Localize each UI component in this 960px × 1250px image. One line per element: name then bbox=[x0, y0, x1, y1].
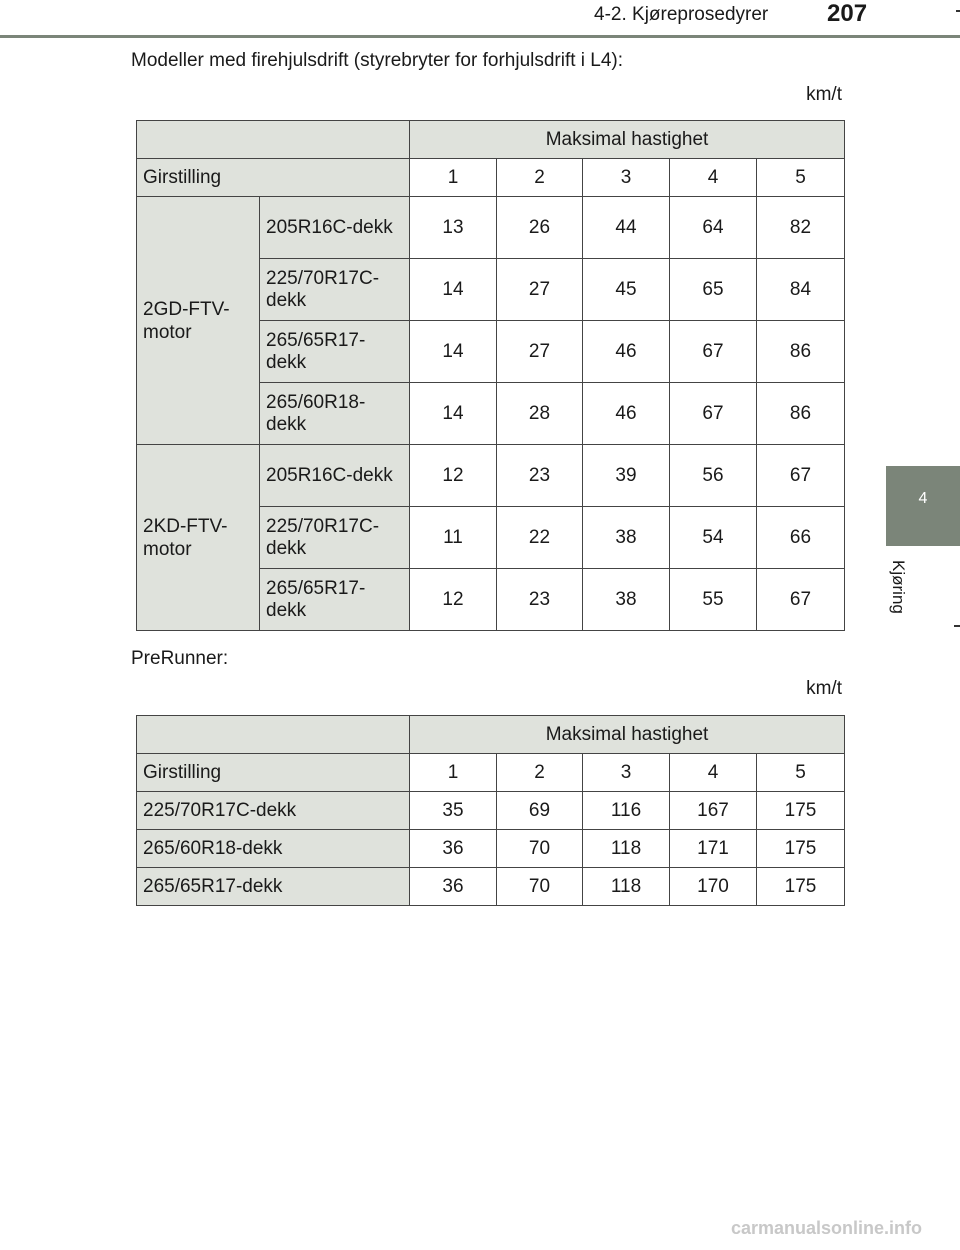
speed-cell: 27 bbox=[497, 321, 583, 383]
table-row bbox=[137, 868, 845, 906]
speed-cell: 66 bbox=[757, 507, 845, 569]
tire-label: 265/65R17-dekk bbox=[137, 868, 410, 906]
speed-cell: 67 bbox=[757, 445, 845, 507]
speed-cell: 70 bbox=[497, 868, 583, 906]
speed-cell: 26 bbox=[497, 197, 583, 259]
speed-cell: 70 bbox=[497, 830, 583, 868]
chapter-tab bbox=[886, 466, 960, 546]
speed-cell: 56 bbox=[670, 445, 757, 507]
speed-cell: 118 bbox=[583, 830, 670, 868]
gear-header: 5 bbox=[757, 754, 845, 792]
tire-label: 265/65R17-dekk bbox=[260, 321, 410, 383]
speed-cell: 84 bbox=[757, 259, 845, 321]
speed-cell: 69 bbox=[497, 792, 583, 830]
speed-cell: 12 bbox=[410, 445, 497, 507]
gear-header: 3 bbox=[583, 754, 670, 792]
speed-cell: 167 bbox=[670, 792, 757, 830]
speed-cell: 170 bbox=[670, 868, 757, 906]
column-group-header: Maksimal hastighet bbox=[410, 121, 845, 159]
speed-cell: 67 bbox=[670, 383, 757, 445]
tire-label: 225/70R17C-dekk bbox=[137, 792, 410, 830]
gear-header: 2 bbox=[497, 159, 583, 197]
watermark[interactable]: carmanualsonline.info bbox=[731, 1218, 923, 1238]
gear-header: 4 bbox=[670, 754, 757, 792]
table-header-row bbox=[137, 121, 845, 159]
tire-label: 265/65R17-dekk bbox=[260, 569, 410, 631]
speed-cell: 175 bbox=[757, 868, 845, 906]
tire-label: 205R16C-dekk bbox=[260, 197, 410, 259]
section-title: 4-2. Kjøreprosedyrer bbox=[594, 4, 769, 25]
speed-cell: 35 bbox=[410, 792, 497, 830]
speed-cell: 38 bbox=[583, 507, 670, 569]
prerunner-caption: PreRunner: bbox=[131, 648, 229, 669]
speed-cell: 23 bbox=[497, 445, 583, 507]
speed-cell: 65 bbox=[670, 259, 757, 321]
gear-header: 4 bbox=[670, 159, 757, 197]
table-row bbox=[137, 830, 845, 868]
speed-cell: 86 bbox=[757, 321, 845, 383]
speed-cell: 28 bbox=[497, 383, 583, 445]
gear-label: Girstilling bbox=[137, 754, 410, 792]
speed-table-prerunner bbox=[136, 715, 845, 906]
chapter-number: 4 bbox=[918, 490, 928, 507]
chapter-label: Kjøring bbox=[889, 560, 908, 614]
speed-cell: 38 bbox=[583, 569, 670, 631]
page-number: 207 bbox=[827, 0, 868, 27]
tire-label: 265/60R18-dekk bbox=[260, 383, 410, 445]
speed-table-4wd bbox=[136, 120, 845, 631]
speed-cell: 27 bbox=[497, 259, 583, 321]
speed-cell: 14 bbox=[410, 383, 497, 445]
speed-cell: 14 bbox=[410, 321, 497, 383]
speed-cell: 175 bbox=[757, 792, 845, 830]
tire-label: 265/60R18-dekk bbox=[137, 830, 410, 868]
table-row bbox=[137, 197, 845, 259]
gear-header: 1 bbox=[410, 159, 497, 197]
speed-cell: 175 bbox=[757, 830, 845, 868]
speed-cell: 39 bbox=[583, 445, 670, 507]
gear-header: 1 bbox=[410, 754, 497, 792]
column-group-header: Maksimal hastighet bbox=[410, 716, 845, 754]
tire-label: 225/70R17C-dekk bbox=[260, 259, 410, 321]
speed-cell: 11 bbox=[410, 507, 497, 569]
speed-cell: 67 bbox=[757, 569, 845, 631]
table-header-row bbox=[137, 716, 845, 754]
engine-label: 2GD-FTV-motor bbox=[137, 197, 260, 445]
table-row bbox=[137, 792, 845, 830]
speed-cell: 116 bbox=[583, 792, 670, 830]
intro-text: Modeller med firehjulsdrift (styrebryter for forhjulsdrift i L4): bbox=[131, 50, 624, 71]
side-mark-bottom bbox=[954, 625, 960, 627]
speed-cell: 46 bbox=[583, 383, 670, 445]
gear-header: 5 bbox=[757, 159, 845, 197]
speed-cell: 171 bbox=[670, 830, 757, 868]
speed-cell: 64 bbox=[670, 197, 757, 259]
speed-cell: 118 bbox=[583, 868, 670, 906]
speed-cell: 55 bbox=[670, 569, 757, 631]
gear-label: Girstilling bbox=[137, 159, 410, 197]
speed-cell: 13 bbox=[410, 197, 497, 259]
speed-cell: 36 bbox=[410, 868, 497, 906]
speed-cell: 22 bbox=[497, 507, 583, 569]
speed-cell: 44 bbox=[583, 197, 670, 259]
unit-label: km/t bbox=[806, 678, 842, 699]
speed-cell: 12 bbox=[410, 569, 497, 631]
engine-label: 2KD-FTV-motor bbox=[137, 445, 260, 631]
gear-row bbox=[137, 754, 845, 792]
speed-cell: 14 bbox=[410, 259, 497, 321]
gear-row bbox=[137, 159, 845, 197]
side-mark-top bbox=[956, 10, 960, 12]
speed-cell: 86 bbox=[757, 383, 845, 445]
speed-cell: 23 bbox=[497, 569, 583, 631]
speed-cell: 36 bbox=[410, 830, 497, 868]
header-rule bbox=[0, 35, 960, 38]
unit-label: km/t bbox=[806, 84, 842, 105]
tire-label: 225/70R17C-dekk bbox=[260, 507, 410, 569]
speed-cell: 45 bbox=[583, 259, 670, 321]
tire-label: 205R16C-dekk bbox=[260, 445, 410, 507]
speed-cell: 82 bbox=[757, 197, 845, 259]
speed-cell: 54 bbox=[670, 507, 757, 569]
speed-cell: 46 bbox=[583, 321, 670, 383]
speed-cell: 67 bbox=[670, 321, 757, 383]
gear-header: 3 bbox=[583, 159, 670, 197]
gear-header: 2 bbox=[497, 754, 583, 792]
table-row bbox=[137, 445, 845, 507]
